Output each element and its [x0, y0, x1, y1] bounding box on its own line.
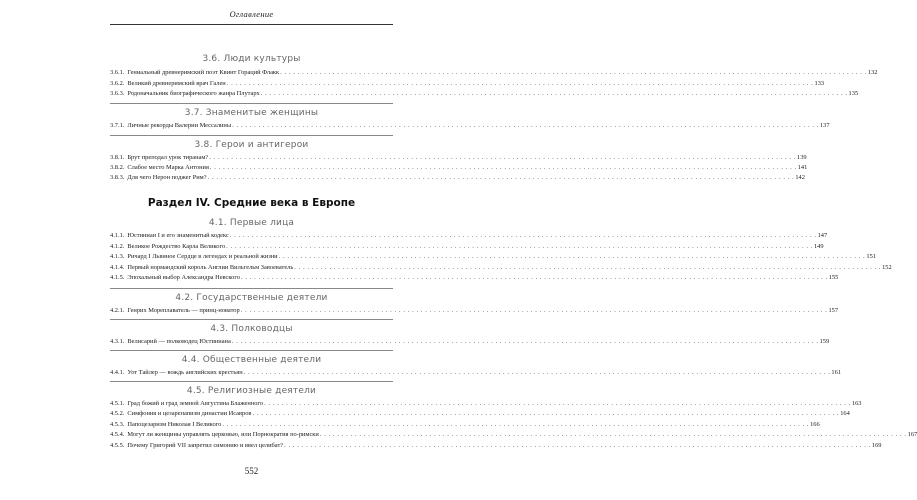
- separator-rule: [110, 103, 393, 104]
- toc-entry: 3.8.3. Для чего Нерон поджег Рим? . . . 142: [110, 173, 393, 183]
- toc-entry: 3.7.1. Личные рекорды Валерии Мессалины . . . 137: [110, 121, 393, 131]
- toc-entry: 4.1.5. Эпохальный выбор Александра Невского . . . 155: [110, 273, 393, 283]
- toc-entry: 4.5.3. Папоцезаризм Николая I Великого . . . 166: [110, 420, 393, 430]
- subsection-title-4-1: 4.1. Первые лица: [208, 218, 295, 228]
- subsection-title-3-7: 3.7. Знаменитые женщины: [184, 108, 319, 118]
- separator-rule: [110, 381, 393, 382]
- subsection-title-4-2: 4.2. Государственные деятели: [175, 293, 328, 303]
- subsection-title-4-4: 4.4. Общественные деятели: [181, 355, 322, 365]
- header-rule: [110, 24, 393, 25]
- toc-page: [110, 0, 917, 500]
- toc-entry: 3.6.2. Великий древнеримский врач Гален . . . 133: [110, 79, 393, 89]
- subsection-title-3-6: 3.6. Люди культуры: [202, 54, 301, 64]
- toc-entry: 3.8.1. Брут преподал урок тиранам? . . . 139: [110, 153, 393, 163]
- subsection-title-3-8: 3.8. Герои и антигерои: [194, 140, 309, 150]
- subsection-title-4-5: 4.5. Религиозные деятели: [186, 386, 317, 396]
- separator-rule: [110, 135, 393, 136]
- toc-entry: 4.1.3. Ричард I Львиное Сердце в легендах и реальной жизни . . . 151: [110, 252, 393, 262]
- separator-rule: [110, 350, 393, 351]
- toc-entry: 3.6.1. Гениальный древнеримский поэт Квинт Гораций Флакк . . . 132: [110, 68, 393, 78]
- toc-entry: 4.1.4. Первый нормандский король Англии Вильгельм Завоеватель . . . 152: [110, 263, 393, 273]
- toc-entry: 4.4.1. Уот Тайлер — вождь английских крестьян . . . 161: [110, 368, 393, 378]
- toc-entry: 4.5.1. Град божий и град земной Августина Блаженного . . . 163: [110, 399, 393, 409]
- toc-entry: 4.5.4. Могут ли женщины управлять церковью, или Порнократия по-римски . . . 167: [110, 430, 393, 440]
- toc-entry: 4.5.5. Почему Григорий VII запретил симонию и ввел целибат? . . . 169: [110, 441, 393, 451]
- toc-entry: 4.3.1. Велисарий — полководец Юстиниана . . . 159: [110, 337, 393, 347]
- page-number: 552: [244, 466, 259, 476]
- toc-entry: 3.8.2. Слабое место Марка Антония . . . 141: [110, 163, 393, 173]
- separator-rule: [110, 288, 393, 289]
- toc-entry: 4.1.2. Великое Рождество Карла Великого . . . 149: [110, 242, 393, 252]
- separator-rule: [110, 319, 393, 320]
- toc-entry: 4.2.1. Генрих Мореплаватель — принц-новатор . . . 157: [110, 306, 393, 316]
- toc-entry: 4.1.1. Юстиниан I и его знаменитый кодекс . . . 147: [110, 231, 393, 241]
- running-head: Оглавление: [229, 9, 274, 19]
- toc-entry: 3.6.3. Родоначальник биографического жанра Плутарх . . . 135: [110, 89, 393, 99]
- toc-entry: 4.5.2. Симфония и цезарепапизм династии Исавров . . . 164: [110, 409, 393, 419]
- part-title: Раздел IV. Средние века в Европе: [147, 197, 356, 209]
- subsection-title-4-3: 4.3. Полководцы: [210, 324, 293, 334]
